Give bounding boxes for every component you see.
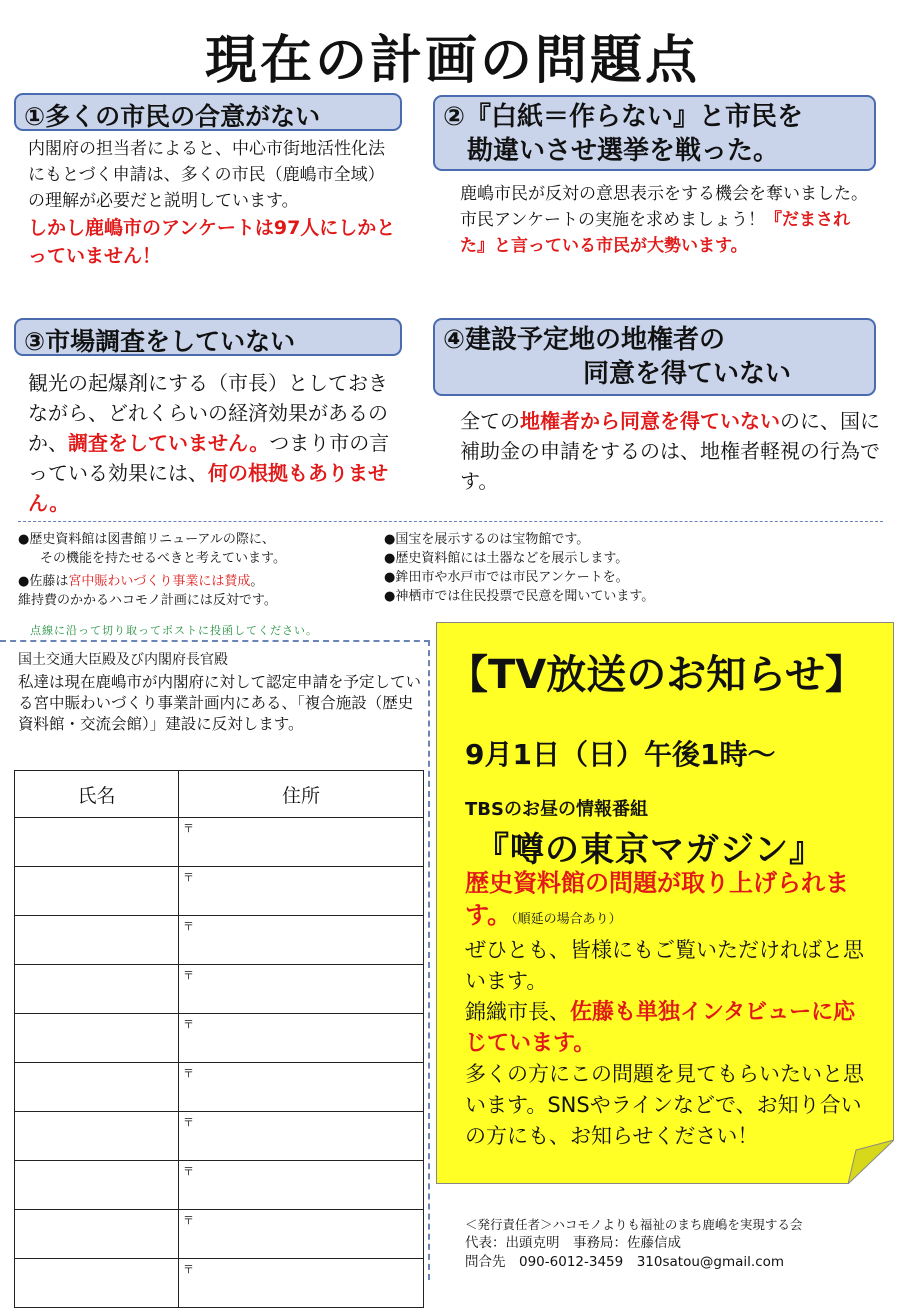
section2-emphasis: 『だまされた』と言っている市民が大勢います。 xyxy=(460,210,850,256)
section2-heading-line2: 勘違いさせ選挙を戦った。 xyxy=(467,136,780,166)
signature-table xyxy=(14,770,424,1308)
tv-show-name: 『噂の東京マガジン』 xyxy=(475,830,825,870)
section3-emphasis-b: 何の根拠もありません。 xyxy=(28,461,388,515)
address-cell[interactable]: 〒 xyxy=(179,1014,424,1063)
address-cell[interactable]: 〒 xyxy=(179,965,424,1014)
address-cell[interactable]: 〒 xyxy=(179,818,424,867)
note-item: ●国宝を展示するのは宝物館です。 xyxy=(384,532,590,547)
name-cell[interactable] xyxy=(15,1210,179,1259)
section3-body xyxy=(28,368,400,518)
section2-heading-line1: ②『白紙＝作らない』と市民を xyxy=(443,102,804,132)
tv-text: 多くの方にこの問題を見てもらいたいと思います。SNSやラインなどで、お知り合いの方にも、お知らせください！ xyxy=(465,1062,864,1148)
notes-left xyxy=(18,530,383,610)
tv-title: 【TV放送のお知らせ】 xyxy=(448,652,866,698)
table-row[interactable] xyxy=(15,867,424,916)
table-row[interactable] xyxy=(15,1259,424,1308)
table-row[interactable] xyxy=(15,1161,424,1210)
note-item: 維持費のかかるハコモノ計画には反対です。 xyxy=(18,593,277,608)
address-cell[interactable]: 〒 xyxy=(179,1210,424,1259)
section1-text: 内閣府の担当者によると、中心市街地活性化法にもとづく申請は、多くの市民（鹿嶋市全域）の理解が必要だと説明しています。 xyxy=(28,139,385,211)
footer-publisher: ＜発行責任者＞ハコモノよりも福祉のまち鹿嶋を実現する会 xyxy=(465,1217,803,1232)
address-cell[interactable]: 〒 xyxy=(179,916,424,965)
section4-heading xyxy=(433,318,876,396)
section2-body xyxy=(460,181,875,259)
divider xyxy=(18,521,883,522)
address-cell[interactable]: 〒 xyxy=(179,1112,424,1161)
name-cell[interactable] xyxy=(15,867,179,916)
petition-text: 私達は現在鹿嶋市が内閣府に対して認定申請を予定している宮中賑わいづくり事業計画内にある、「複合施設（歴史資料館・交流会館）」建設に反対します。 xyxy=(18,673,422,733)
table-row[interactable] xyxy=(15,1014,424,1063)
tv-text: 錦織市長、 xyxy=(465,1000,570,1024)
section4-emphasis: 地権者から同意を得ていない xyxy=(520,409,780,433)
footer-representatives: 代表：出頭克明 事務局：佐藤信成 xyxy=(465,1235,681,1251)
footer xyxy=(465,1215,885,1272)
section3-heading: ③市場調査をしていない xyxy=(14,318,402,356)
section4-heading-line2: 同意を得ていない xyxy=(583,359,792,389)
name-cell[interactable] xyxy=(15,1063,179,1112)
note-text: ●佐藤は xyxy=(18,574,69,589)
name-cell[interactable] xyxy=(15,916,179,965)
footer-contact: 問合先 090-6012-3459 310satou@gmail.com xyxy=(465,1254,785,1270)
tv-note: （順延の場合あり） xyxy=(511,912,622,927)
tv-text: ぜひとも、皆様にもご覧いただければと思います。 xyxy=(465,938,864,993)
name-cell[interactable] xyxy=(15,1112,179,1161)
name-cell[interactable] xyxy=(15,1014,179,1063)
table-row[interactable] xyxy=(15,1112,424,1161)
section2-text: 鹿嶋市民が反対の意思表示をする機会を奪いました。市民アンケートの実施を求めましょう！ xyxy=(460,184,868,230)
table-row[interactable] xyxy=(15,818,424,867)
section3-emphasis-a: 調査をしていません。 xyxy=(68,431,270,455)
note-text: 。 xyxy=(250,574,264,589)
name-cell[interactable] xyxy=(15,1259,179,1308)
note-item: ●神栖市では住民投票で民意を聞いています。 xyxy=(384,589,655,604)
address-cell[interactable]: 〒 xyxy=(179,1161,424,1210)
note-item: その機能を持たせるべきと考えています。 xyxy=(40,551,286,566)
name-cell[interactable] xyxy=(15,818,179,867)
note-red-text: 宮中賑わいづくり事業には賛成 xyxy=(68,574,251,589)
cut-line-vertical xyxy=(428,640,430,1280)
col-name-header: 氏名 xyxy=(15,771,179,818)
section4-heading-line1: ④建設予定地の地権者の xyxy=(443,325,726,355)
tv-emphasis: 佐藤も単独インタビューに応じています。 xyxy=(465,1000,856,1056)
note-item: ●鉾田市や水戸市では市民アンケートを。 xyxy=(384,570,629,585)
tv-date: 9月1日（日）午後1時～ xyxy=(465,738,776,771)
section4-body xyxy=(460,406,880,496)
table-row[interactable] xyxy=(15,916,424,965)
address-cell[interactable]: 〒 xyxy=(179,867,424,916)
note-item xyxy=(18,572,383,591)
notes-right xyxy=(384,530,884,606)
table-row[interactable] xyxy=(15,1210,424,1259)
table-row[interactable] xyxy=(15,1063,424,1112)
address-cell[interactable]: 〒 xyxy=(179,1259,424,1308)
section1-emphasis: しかし鹿嶋市のアンケートは97人にしかとっていません！ xyxy=(28,217,396,267)
name-cell[interactable] xyxy=(15,965,179,1014)
section2-heading xyxy=(433,95,876,171)
cut-line-horizontal xyxy=(0,640,430,642)
col-address-header: 住所 xyxy=(179,771,424,818)
table-header-row xyxy=(15,771,424,818)
page-title: 現在の計画の問題点 xyxy=(204,31,700,91)
address-cell[interactable]: 〒 xyxy=(179,1063,424,1112)
section3-text-b: つまり市の言っている効果には、 xyxy=(28,431,390,485)
section4-text-b: のに、国に補助金の申請をするのは、地権者軽視の行為です。 xyxy=(460,409,880,493)
note-item: ●歴史資料館には土器などを展示します。 xyxy=(384,551,629,566)
petition-addressee: 国土交通大臣殿及び内閣府長官殿 xyxy=(18,652,228,668)
tv-program: TBSのお昼の情報番組 xyxy=(465,799,648,820)
name-cell[interactable] xyxy=(15,1161,179,1210)
section3-text-a: 観光の起爆剤にする（市長）としておきながら、どれくらいの経済効果があるのか、 xyxy=(28,371,388,455)
cut-instruction: 点線に沿って切り取ってポストに投函してください。 xyxy=(30,624,318,637)
note-item: ●歴史資料館は図書館リニューアルの際に、 xyxy=(18,532,275,547)
tv-body xyxy=(465,868,865,1152)
tv-emphasis: 歴史資料館の問題が取り上げられます。 xyxy=(465,869,849,929)
table-row[interactable] xyxy=(15,965,424,1014)
section1-body xyxy=(28,136,400,270)
section1-heading: ①多くの市民の合意がない xyxy=(14,93,402,131)
section4-text-a: 全ての xyxy=(460,409,520,433)
